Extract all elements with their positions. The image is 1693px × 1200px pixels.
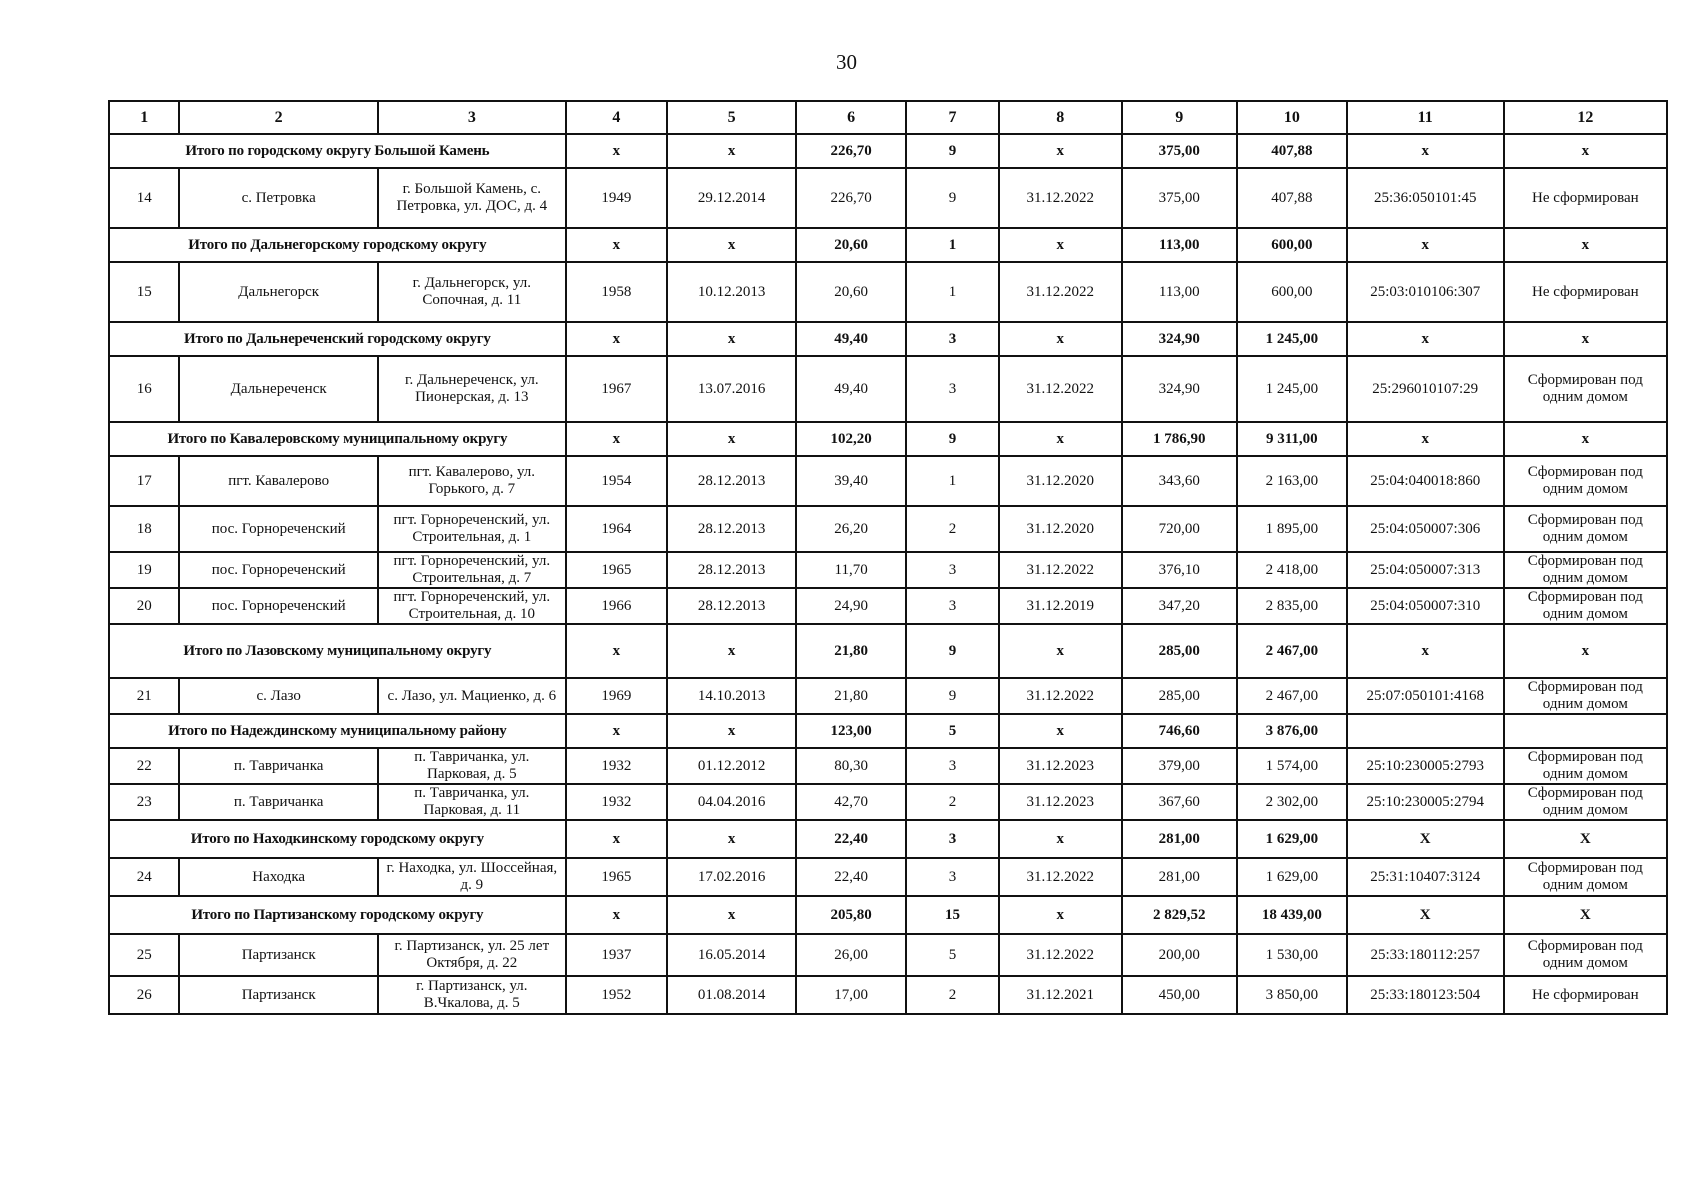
- row-number-cell: 14: [109, 168, 179, 228]
- page-number: 30: [836, 50, 857, 74]
- deadline-cell: 31.12.2022: [999, 356, 1122, 422]
- year-cell: 1949: [566, 168, 667, 228]
- date-cell: 04.04.2016: [667, 784, 796, 820]
- table-row: [109, 262, 1667, 322]
- cadastral-cell: x: [1347, 228, 1504, 262]
- area-cell: 22,40: [796, 858, 906, 896]
- cadastral-cell: X: [1347, 820, 1504, 858]
- header-cell: 4: [566, 101, 667, 134]
- value-cell: 113,00: [1122, 262, 1237, 322]
- cadastral-cell: x: [1347, 422, 1504, 456]
- settlement-cell: Дальнереченск: [179, 356, 377, 422]
- subtotal-row: [109, 714, 1667, 748]
- amount-cell: 1 530,00: [1237, 934, 1347, 976]
- count-cell: 5: [906, 714, 999, 748]
- status-cell: Сформирован под одним домом: [1504, 748, 1667, 784]
- settlement-cell: п. Тавричанка: [179, 784, 377, 820]
- table-row: [109, 934, 1667, 976]
- date-cell: 01.12.2012: [667, 748, 796, 784]
- table-row: [109, 678, 1667, 714]
- cadastral-cell: 25:04:050007:310: [1347, 588, 1504, 624]
- status-cell: X: [1504, 820, 1667, 858]
- value-cell: 324,90: [1122, 322, 1237, 356]
- header-cell: 3: [378, 101, 566, 134]
- year-cell: 1965: [566, 858, 667, 896]
- value-cell: 285,00: [1122, 624, 1237, 678]
- address-cell: пгт. Кавалерово, ул. Горького, д. 7: [378, 456, 566, 506]
- area-cell: 17,00: [796, 976, 906, 1014]
- subtotal-row: [109, 896, 1667, 934]
- table-row: [109, 748, 1667, 784]
- deadline-cell: x: [999, 228, 1122, 262]
- date-cell: x: [667, 714, 796, 748]
- count-cell: 3: [906, 748, 999, 784]
- value-cell: 113,00: [1122, 228, 1237, 262]
- amount-cell: 407,88: [1237, 134, 1347, 168]
- address-cell: п. Тавричанка, ул. Парковая, д. 11: [378, 784, 566, 820]
- row-number-cell: 19: [109, 552, 179, 588]
- row-number-cell: 23: [109, 784, 179, 820]
- date-cell: x: [667, 322, 796, 356]
- date-cell: x: [667, 624, 796, 678]
- status-cell: Сформирован под одним домом: [1504, 678, 1667, 714]
- status-cell: x: [1504, 322, 1667, 356]
- row-number-cell: 26: [109, 976, 179, 1014]
- count-cell: 1: [906, 228, 999, 262]
- table-row: [109, 168, 1667, 228]
- date-cell: 13.07.2016: [667, 356, 796, 422]
- row-number-cell: 25: [109, 934, 179, 976]
- status-cell: x: [1504, 228, 1667, 262]
- table-row: [109, 552, 1667, 588]
- table-row: [109, 456, 1667, 506]
- cadastral-cell: x: [1347, 624, 1504, 678]
- subtotal-label: Итого по Находкинскому городскому округу: [109, 820, 566, 858]
- cadastral-cell: 25:33:180123:504: [1347, 976, 1504, 1014]
- header-cell: 10: [1237, 101, 1347, 134]
- year-cell: x: [566, 820, 667, 858]
- settlement-cell: пос. Горнореченский: [179, 552, 377, 588]
- status-cell: Сформирован под одним домом: [1504, 456, 1667, 506]
- count-cell: 9: [906, 678, 999, 714]
- cadastral-cell: 25:10:230005:2793: [1347, 748, 1504, 784]
- year-cell: 1958: [566, 262, 667, 322]
- row-number-cell: 20: [109, 588, 179, 624]
- header-cell: 2: [179, 101, 377, 134]
- header-row: [109, 101, 1667, 134]
- value-cell: 2 829,52: [1122, 896, 1237, 934]
- cadastral-cell: [1347, 714, 1504, 748]
- row-number-cell: 22: [109, 748, 179, 784]
- deadline-cell: 31.12.2022: [999, 934, 1122, 976]
- subtotal-row: [109, 134, 1667, 168]
- date-cell: x: [667, 228, 796, 262]
- status-cell: Сформирован под одним домом: [1504, 588, 1667, 624]
- subtotal-row: [109, 624, 1667, 678]
- year-cell: x: [566, 322, 667, 356]
- settlement-cell: Партизанск: [179, 976, 377, 1014]
- value-cell: 376,10: [1122, 552, 1237, 588]
- amount-cell: 1 895,00: [1237, 506, 1347, 552]
- year-cell: 1937: [566, 934, 667, 976]
- count-cell: 3: [906, 552, 999, 588]
- subtotal-label: Итого по Дальнегорскому городскому округу: [109, 228, 566, 262]
- amount-cell: 3 876,00: [1237, 714, 1347, 748]
- address-cell: пгт. Горнореченский, ул. Строительная, д. 10: [378, 588, 566, 624]
- address-cell: г. Партизанск, ул. В.Чкалова, д. 5: [378, 976, 566, 1014]
- deadline-cell: 31.12.2022: [999, 552, 1122, 588]
- address-cell: г. Партизанск, ул. 25 лет Октября, д. 22: [378, 934, 566, 976]
- value-cell: 367,60: [1122, 784, 1237, 820]
- area-cell: 24,90: [796, 588, 906, 624]
- count-cell: 9: [906, 422, 999, 456]
- status-cell: x: [1504, 422, 1667, 456]
- area-cell: 49,40: [796, 322, 906, 356]
- subtotal-row: [109, 422, 1667, 456]
- count-cell: 3: [906, 858, 999, 896]
- deadline-cell: 31.12.2022: [999, 262, 1122, 322]
- year-cell: x: [566, 714, 667, 748]
- year-cell: x: [566, 228, 667, 262]
- year-cell: 1964: [566, 506, 667, 552]
- header-cell: 5: [667, 101, 796, 134]
- amount-cell: 2 467,00: [1237, 678, 1347, 714]
- date-cell: 28.12.2013: [667, 456, 796, 506]
- value-cell: 285,00: [1122, 678, 1237, 714]
- amount-cell: 2 835,00: [1237, 588, 1347, 624]
- amount-cell: 600,00: [1237, 262, 1347, 322]
- row-number-cell: 16: [109, 356, 179, 422]
- cadastral-cell: 25:33:180112:257: [1347, 934, 1504, 976]
- count-cell: 2: [906, 784, 999, 820]
- status-cell: Не сформирован: [1504, 168, 1667, 228]
- year-cell: 1967: [566, 356, 667, 422]
- date-cell: 28.12.2013: [667, 552, 796, 588]
- area-cell: 123,00: [796, 714, 906, 748]
- amount-cell: 2 418,00: [1237, 552, 1347, 588]
- header-cell: 8: [999, 101, 1122, 134]
- year-cell: 1954: [566, 456, 667, 506]
- area-cell: 39,40: [796, 456, 906, 506]
- table-row: [109, 858, 1667, 896]
- year-cell: 1966: [566, 588, 667, 624]
- status-cell: Сформирован под одним домом: [1504, 784, 1667, 820]
- header-cell: 9: [1122, 101, 1237, 134]
- cadastral-cell: 25:10:230005:2794: [1347, 784, 1504, 820]
- amount-cell: 1 629,00: [1237, 820, 1347, 858]
- date-cell: x: [667, 422, 796, 456]
- cadastral-cell: 25:03:010106:307: [1347, 262, 1504, 322]
- address-cell: пгт. Горнореченский, ул. Строительная, д. 1: [378, 506, 566, 552]
- value-cell: 450,00: [1122, 976, 1237, 1014]
- subtotal-row: [109, 820, 1667, 858]
- year-cell: 1965: [566, 552, 667, 588]
- count-cell: 5: [906, 934, 999, 976]
- status-cell: [1504, 714, 1667, 748]
- date-cell: 01.08.2014: [667, 976, 796, 1014]
- deadline-cell: x: [999, 820, 1122, 858]
- cadastral-cell: 25:36:050101:45: [1347, 168, 1504, 228]
- year-cell: 1952: [566, 976, 667, 1014]
- value-cell: 375,00: [1122, 134, 1237, 168]
- value-cell: 375,00: [1122, 168, 1237, 228]
- area-cell: 21,80: [796, 678, 906, 714]
- year-cell: x: [566, 422, 667, 456]
- count-cell: 9: [906, 134, 999, 168]
- cadastral-cell: 25:31:10407:3124: [1347, 858, 1504, 896]
- value-cell: 746,60: [1122, 714, 1237, 748]
- deadline-cell: x: [999, 322, 1122, 356]
- deadline-cell: x: [999, 714, 1122, 748]
- status-cell: Сформирован под одним домом: [1504, 356, 1667, 422]
- date-cell: 28.12.2013: [667, 506, 796, 552]
- status-cell: Сформирован под одним домом: [1504, 858, 1667, 896]
- area-cell: 20,60: [796, 228, 906, 262]
- count-cell: 2: [906, 506, 999, 552]
- header-cell: 11: [1347, 101, 1504, 134]
- status-cell: x: [1504, 624, 1667, 678]
- value-cell: 200,00: [1122, 934, 1237, 976]
- area-cell: 26,20: [796, 506, 906, 552]
- deadline-cell: 31.12.2023: [999, 748, 1122, 784]
- amount-cell: 2 302,00: [1237, 784, 1347, 820]
- count-cell: 3: [906, 356, 999, 422]
- subtotal-label: Итого по Кавалеровскому муниципальному округу: [109, 422, 566, 456]
- address-cell: с. Лазо, ул. Мациенко, д. 6: [378, 678, 566, 714]
- address-cell: пгт. Горнореченский, ул. Строительная, д. 7: [378, 552, 566, 588]
- settlement-cell: пгт. Кавалерово: [179, 456, 377, 506]
- deadline-cell: 31.12.2020: [999, 456, 1122, 506]
- cadastral-cell: x: [1347, 322, 1504, 356]
- cadastral-cell: x: [1347, 134, 1504, 168]
- value-cell: 324,90: [1122, 356, 1237, 422]
- date-cell: x: [667, 820, 796, 858]
- date-cell: 17.02.2016: [667, 858, 796, 896]
- value-cell: 281,00: [1122, 820, 1237, 858]
- cadastral-cell: 25:04:050007:306: [1347, 506, 1504, 552]
- count-cell: 3: [906, 322, 999, 356]
- year-cell: 1932: [566, 784, 667, 820]
- area-cell: 205,80: [796, 896, 906, 934]
- deadline-cell: x: [999, 896, 1122, 934]
- count-cell: 9: [906, 624, 999, 678]
- count-cell: 3: [906, 820, 999, 858]
- status-cell: Сформирован под одним домом: [1504, 506, 1667, 552]
- status-cell: Сформирован под одним домом: [1504, 552, 1667, 588]
- amount-cell: 1 245,00: [1237, 322, 1347, 356]
- cadastral-cell: 25:04:050007:313: [1347, 552, 1504, 588]
- value-cell: 379,00: [1122, 748, 1237, 784]
- count-cell: 2: [906, 976, 999, 1014]
- area-cell: 26,00: [796, 934, 906, 976]
- date-cell: 16.05.2014: [667, 934, 796, 976]
- settlement-cell: с. Лазо: [179, 678, 377, 714]
- header-cell: 1: [109, 101, 179, 134]
- year-cell: x: [566, 134, 667, 168]
- subtotal-label: Итого по городскому округу Большой Камень: [109, 134, 566, 168]
- subtotal-label: Итого по Надеждинскому муниципальному району: [109, 714, 566, 748]
- address-cell: г. Дальнереченск, ул. Пионерская, д. 13: [378, 356, 566, 422]
- value-cell: 343,60: [1122, 456, 1237, 506]
- amount-cell: 3 850,00: [1237, 976, 1347, 1014]
- amount-cell: 18 439,00: [1237, 896, 1347, 934]
- amount-cell: 9 311,00: [1237, 422, 1347, 456]
- area-cell: 42,70: [796, 784, 906, 820]
- area-cell: 226,70: [796, 168, 906, 228]
- table-row: [109, 588, 1667, 624]
- date-cell: x: [667, 896, 796, 934]
- area-cell: 102,20: [796, 422, 906, 456]
- settlement-cell: Находка: [179, 858, 377, 896]
- header-cell: 12: [1504, 101, 1667, 134]
- value-cell: 1 786,90: [1122, 422, 1237, 456]
- value-cell: 347,20: [1122, 588, 1237, 624]
- cadastral-cell: 25:296010107:29: [1347, 356, 1504, 422]
- row-number-cell: 24: [109, 858, 179, 896]
- housing-table: [108, 100, 1668, 1015]
- header-cell: 7: [906, 101, 999, 134]
- amount-cell: 600,00: [1237, 228, 1347, 262]
- deadline-cell: 31.12.2022: [999, 168, 1122, 228]
- amount-cell: 1 574,00: [1237, 748, 1347, 784]
- area-cell: 20,60: [796, 262, 906, 322]
- deadline-cell: 31.12.2019: [999, 588, 1122, 624]
- deadline-cell: 31.12.2022: [999, 858, 1122, 896]
- value-cell: 281,00: [1122, 858, 1237, 896]
- cadastral-cell: 25:07:050101:4168: [1347, 678, 1504, 714]
- subtotal-label: Итого по Лазовскому муниципальному округу: [109, 624, 566, 678]
- amount-cell: 2 163,00: [1237, 456, 1347, 506]
- status-cell: Сформирован под одним домом: [1504, 934, 1667, 976]
- deadline-cell: x: [999, 134, 1122, 168]
- cadastral-cell: 25:04:040018:860: [1347, 456, 1504, 506]
- date-cell: 14.10.2013: [667, 678, 796, 714]
- count-cell: 1: [906, 262, 999, 322]
- row-number-cell: 18: [109, 506, 179, 552]
- subtotal-label: Итого по Партизанскому городскому округу: [109, 896, 566, 934]
- status-cell: x: [1504, 134, 1667, 168]
- count-cell: 15: [906, 896, 999, 934]
- year-cell: 1969: [566, 678, 667, 714]
- deadline-cell: x: [999, 624, 1122, 678]
- deadline-cell: 31.12.2022: [999, 678, 1122, 714]
- area-cell: 22,40: [796, 820, 906, 858]
- row-number-cell: 15: [109, 262, 179, 322]
- year-cell: x: [566, 624, 667, 678]
- address-cell: г. Дальнегорск, ул. Сопочная, д. 11: [378, 262, 566, 322]
- date-cell: 28.12.2013: [667, 588, 796, 624]
- subtotal-label: Итого по Дальнереченский городскому округу: [109, 322, 566, 356]
- amount-cell: 407,88: [1237, 168, 1347, 228]
- amount-cell: 2 467,00: [1237, 624, 1347, 678]
- area-cell: 226,70: [796, 134, 906, 168]
- year-cell: 1932: [566, 748, 667, 784]
- deadline-cell: x: [999, 422, 1122, 456]
- date-cell: 10.12.2013: [667, 262, 796, 322]
- address-cell: г. Большой Камень, с. Петровка, ул. ДОС, д. 4: [378, 168, 566, 228]
- table-row: [109, 976, 1667, 1014]
- table-row: [109, 356, 1667, 422]
- subtotal-row: [109, 322, 1667, 356]
- area-cell: 49,40: [796, 356, 906, 422]
- status-cell: X: [1504, 896, 1667, 934]
- deadline-cell: 31.12.2020: [999, 506, 1122, 552]
- deadline-cell: 31.12.2021: [999, 976, 1122, 1014]
- header-cell: 6: [796, 101, 906, 134]
- settlement-cell: пос. Горнореченский: [179, 588, 377, 624]
- address-cell: г. Находка, ул. Шоссейная, д. 9: [378, 858, 566, 896]
- settlement-cell: с. Петровка: [179, 168, 377, 228]
- count-cell: 3: [906, 588, 999, 624]
- row-number-cell: 17: [109, 456, 179, 506]
- settlement-cell: Партизанск: [179, 934, 377, 976]
- year-cell: x: [566, 896, 667, 934]
- table-row: [109, 506, 1667, 552]
- deadline-cell: 31.12.2023: [999, 784, 1122, 820]
- subtotal-row: [109, 228, 1667, 262]
- row-number-cell: 21: [109, 678, 179, 714]
- table-row: [109, 784, 1667, 820]
- cadastral-cell: X: [1347, 896, 1504, 934]
- status-cell: Не сформирован: [1504, 262, 1667, 322]
- amount-cell: 1 629,00: [1237, 858, 1347, 896]
- area-cell: 11,70: [796, 552, 906, 588]
- settlement-cell: п. Тавричанка: [179, 748, 377, 784]
- status-cell: Не сформирован: [1504, 976, 1667, 1014]
- address-cell: п. Тавричанка, ул. Парковая, д. 5: [378, 748, 566, 784]
- count-cell: 1: [906, 456, 999, 506]
- count-cell: 9: [906, 168, 999, 228]
- date-cell: x: [667, 134, 796, 168]
- settlement-cell: пос. Горнореченский: [179, 506, 377, 552]
- date-cell: 29.12.2014: [667, 168, 796, 228]
- amount-cell: 1 245,00: [1237, 356, 1347, 422]
- settlement-cell: Дальнегорск: [179, 262, 377, 322]
- area-cell: 21,80: [796, 624, 906, 678]
- area-cell: 80,30: [796, 748, 906, 784]
- value-cell: 720,00: [1122, 506, 1237, 552]
